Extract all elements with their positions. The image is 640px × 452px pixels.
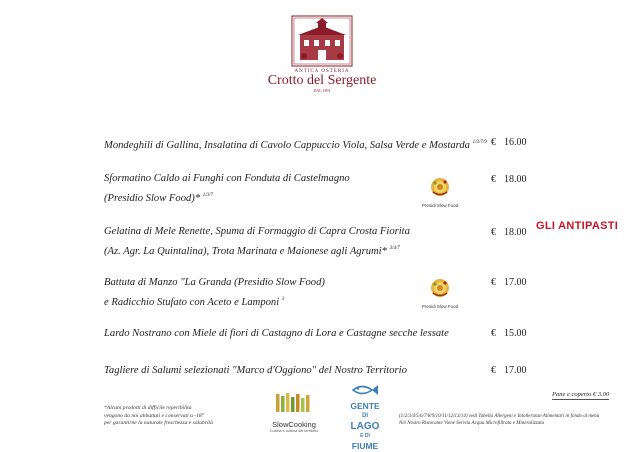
presidio-badge-2 [410, 277, 470, 309]
price-value: 18.00 [504, 227, 527, 238]
restaurant-logo [265, 14, 379, 98]
presidio-label-1: Presidi Slow Food [421, 203, 459, 208]
dish-6-price [491, 365, 527, 376]
footnote-right-line-2: Nel Nostro Ristorante Viene Servita Acqua Microfiltrata e Mineralizzata [399, 421, 544, 426]
slowcooking-logo-icon [274, 392, 314, 414]
dish-3-line-1: Gelatina di Mele Renette, Spuma di Formaggio di Capra Crosta Fiorita [104, 226, 410, 237]
dish-1-price [491, 137, 527, 148]
currency-symbol: € [491, 365, 496, 376]
coperto-note: Pane e coperto € 3.00 [552, 391, 610, 398]
slowcooking-logo [260, 392, 328, 434]
gente-line-4: E DI [360, 433, 370, 439]
currency-symbol: € [491, 277, 496, 288]
currency-symbol: € [491, 137, 496, 148]
restaurant-name: Crotto del Sergente [267, 73, 377, 88]
footnote-right [399, 413, 599, 427]
dish-2-line-1: Sformatino Caldo ai Funghi con Fonduta di Castelmagno [104, 173, 350, 184]
dish-6-line-1: Tagliere di Salumi selezionati "Marco d'Oggiono" del Nostro Territorio [104, 365, 407, 376]
currency-symbol: € [491, 227, 496, 238]
dish-2-line-2: (Presidio Slow Food)* [104, 193, 201, 204]
dish-1-line-1: Mondeghili di Gallina, Insalatina di Cavolo Cappuccio Viola, Salsa Verde e Mostarda [104, 140, 470, 151]
dish-5 [104, 325, 449, 342]
gente-line-5: FIUME [351, 441, 379, 451]
price-value: 16.00 [504, 137, 527, 148]
price-value: 18.00 [504, 174, 527, 185]
dish-2-allergens: 1/3/7 [202, 193, 214, 198]
gente-di-lago-logo [340, 382, 390, 451]
footnote-left [104, 405, 213, 428]
dish-4-price [491, 277, 527, 288]
presidio-label-2: Presidi Slow Food [421, 304, 459, 309]
gente-line-2: DI [362, 413, 368, 419]
gente-line-3: LAGO [350, 421, 380, 432]
footnote-left-line-1: *Alcuni prodotti di difficile reperibilità [104, 405, 192, 411]
dish-3 [104, 223, 410, 260]
osteria-logo-icon [290, 14, 354, 68]
dish-5-price [491, 328, 527, 339]
currency-symbol: € [491, 328, 496, 339]
footnote-right-line-1: (1/2/3/4/5/6/7/8/9/10/11/12/13/14) vedi Tabella Allergeni e Intolleranze Alimentari in fondo al menù [399, 414, 600, 419]
footnote-left-line-3: per garantirne la naturale freschezza e salubrità [104, 420, 213, 426]
dish-4-line-2: e Radicchio Stufato con Aceto e Lamponi [104, 297, 280, 308]
logo-subtitle: ANTICA OSTERIA [294, 69, 350, 74]
slow-food-snail-icon [429, 277, 451, 299]
price-value: 17.00 [504, 277, 527, 288]
slowcooking-title: SlowCooking [272, 420, 316, 429]
dish-3-price [491, 227, 527, 238]
gente-di-lago-fish-icon [350, 383, 380, 397]
currency-symbol: € [491, 174, 496, 185]
dish-3-line-2: (Az. Agr. La Quintalina), Trota Marinata e Maionese agli Agrumi* [104, 246, 387, 257]
slowcooking-tagline: Cucina e cultura del territorio [269, 429, 319, 433]
dish-2 [104, 170, 350, 207]
presidio-badge-1 [410, 176, 470, 208]
dish-6 [104, 362, 407, 379]
dish-4-line-1: Battuta di Manzo "La Granda (Presidio Slow Food) [104, 277, 325, 288]
dish-5-line-1: Lardo Nostrano con Miele di fiori di Castagno di Lora e Castagne secche lessate [104, 328, 449, 339]
price-value: 15.00 [504, 328, 527, 339]
price-value: 17.00 [504, 365, 527, 376]
section-title: GLI ANTIPASTI [536, 220, 619, 232]
logo-since: DAL 1891 [313, 88, 331, 93]
footnote-left-line-2: vengono da noi abbattuti e conservati a -18° [104, 412, 204, 419]
dish-3-allergens: 3/4/7 [389, 246, 400, 251]
dish-4 [104, 274, 325, 311]
dish-2-price [491, 174, 527, 185]
dish-1-allergens: 1/3/7/9 [472, 140, 487, 145]
gente-line-1: GENTE [350, 401, 380, 411]
dish-1 [104, 134, 487, 154]
dish-4-allergens: 3 [281, 297, 285, 302]
slow-food-snail-icon [429, 176, 451, 198]
